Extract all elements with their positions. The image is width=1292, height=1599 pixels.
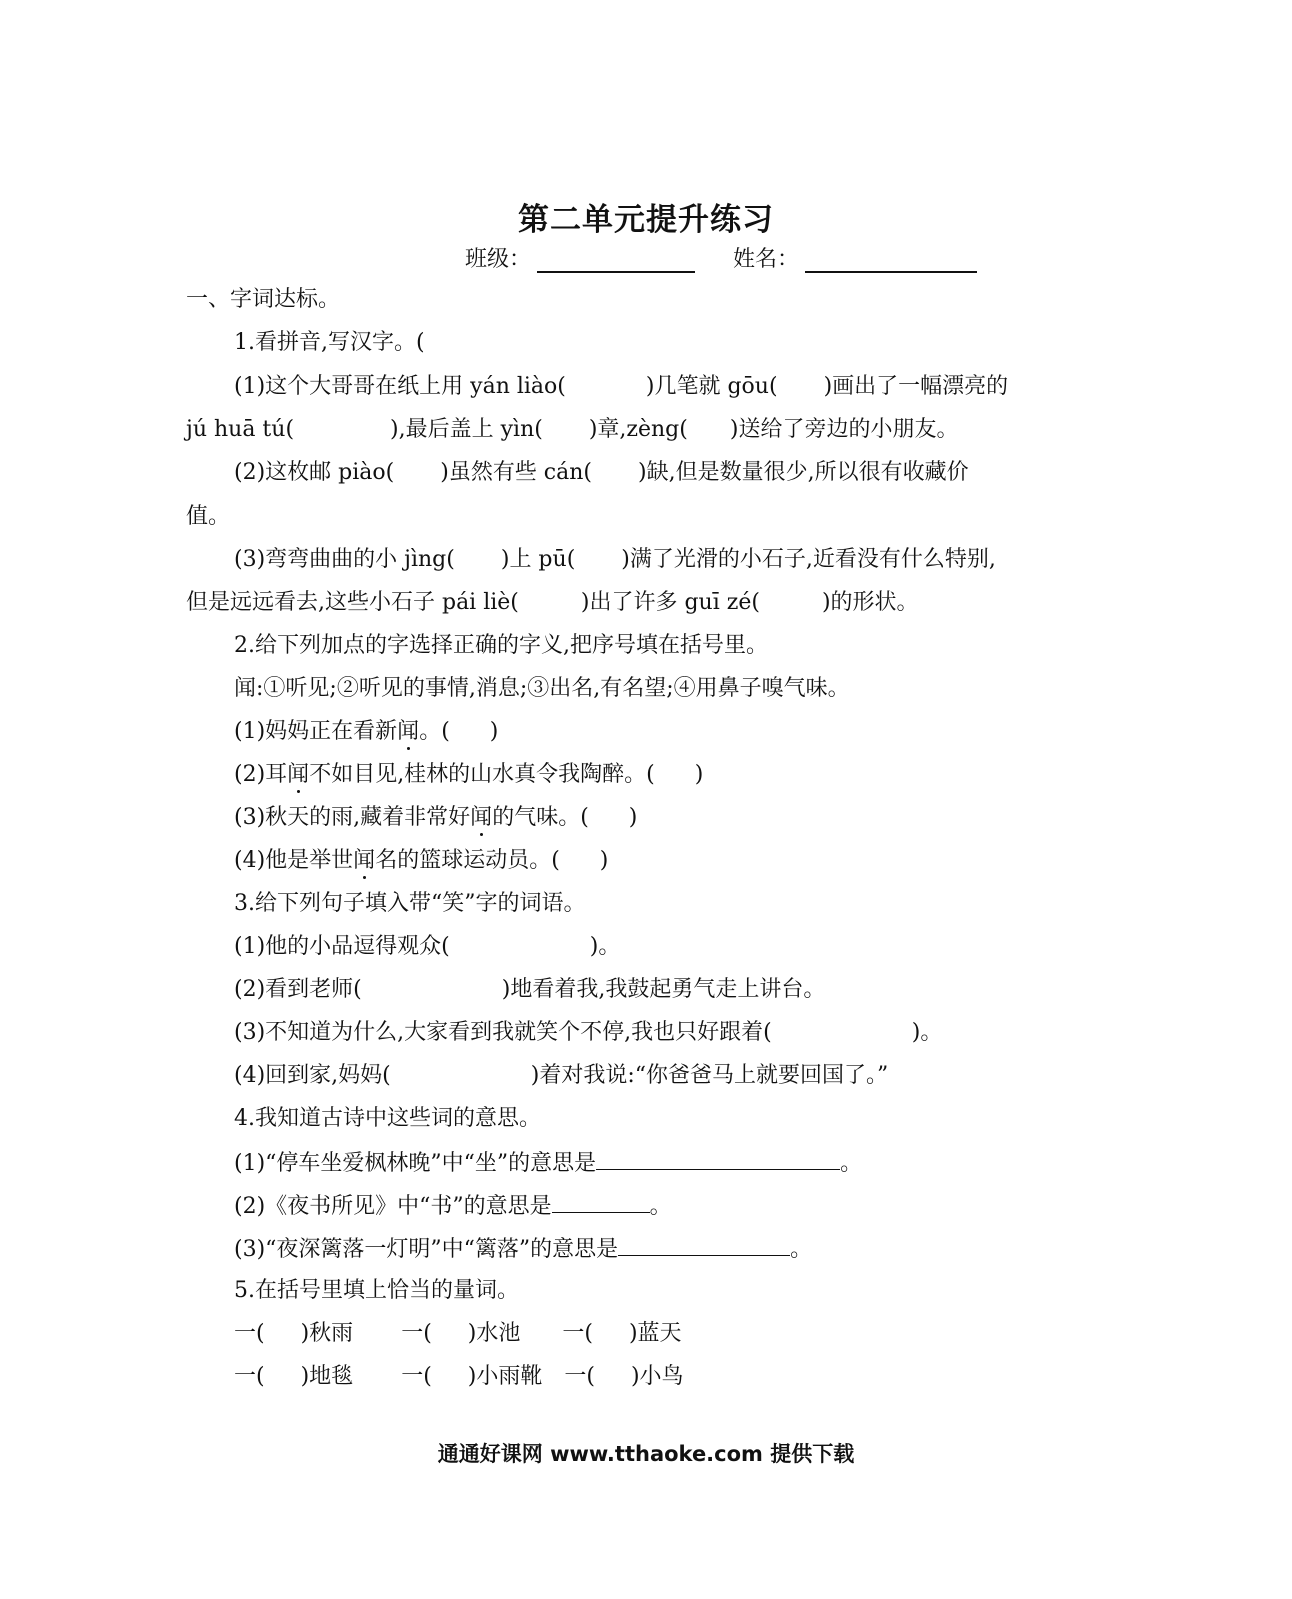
dotted-character: 闻: [353, 848, 376, 873]
q1-sentence-2a: (2)这枚邮 piào( )虽然有些 cán( )缺,但是数量很少,所以很有收藏价: [234, 460, 969, 485]
class-blank[interactable]: [537, 245, 695, 273]
q2-title: 2.给下列加点的字选择正确的字义,把序号填在括号里。: [234, 633, 768, 658]
q3-item-1: (1)他的小品逗得观众( )。: [234, 934, 621, 959]
q2-item-3: (3)秋天的雨,藏着非常好闻的气味。( ): [234, 805, 638, 830]
q3-item-2: (2)看到老师( )地看着我,我鼓起勇气走上讲台。: [234, 977, 826, 1002]
q5-row-2: 一( )地毯 一( )小雨靴 一( )小鸟: [234, 1364, 684, 1389]
answer-blank[interactable]: [618, 1233, 790, 1256]
q4-item-3: (3)“夜深篱落一灯明”中“篱落”的意思是 。: [234, 1233, 812, 1265]
q5-title: 5.在括号里填上恰当的量词。: [234, 1278, 519, 1303]
q2-definition: 闻:①听见;②听见的事情,消息;③出名,有名望;④用鼻子嗅气味。: [234, 676, 850, 701]
page-title: 第二单元提升练习: [518, 202, 774, 238]
class-label: 班级：: [465, 247, 532, 272]
footer-source: 通通好课网 www.tthaoke.com 提供下载: [437, 1442, 855, 1466]
q1-sentence-3b: 但是远远看去,这些小石子 pái liè( )出了许多 guī zé( )的形状。: [186, 590, 919, 615]
section-heading: 一、字词达标。: [186, 287, 341, 312]
q4-title: 4.我知道古诗中这些词的意思。: [234, 1106, 541, 1131]
dotted-character: 闻: [397, 719, 420, 744]
answer-blank[interactable]: [596, 1147, 840, 1170]
q1-sentence-1a: (1)这个大哥哥在纸上用 yán liào( )几笔就 gōu( )画出了一幅漂亮的: [234, 374, 1009, 399]
dotted-character: 闻: [287, 762, 310, 787]
q1-sentence-2b: 值。: [186, 504, 231, 529]
q2-item-1: (1)妈妈正在看新闻。( ): [234, 719, 499, 744]
q3-item-3: (3)不知道为什么,大家看到我就笑个不停,我也只好跟着( )。: [234, 1020, 943, 1045]
q5-row-1: 一( )秋雨 一( )水池 一( )蓝天: [234, 1321, 682, 1346]
student-info: [465, 242, 977, 273]
q3-item-4: (4)回到家,妈妈( )着对我说:“你爸爸马上就要回国了。”: [234, 1063, 889, 1088]
q1-sentence-3a: (3)弯弯曲曲的小 jìng( )上 pū( )满了光滑的小石子,近看没有什么特别,: [234, 547, 996, 572]
q1-title: 1.看拼音,写汉字。(: [234, 330, 425, 355]
q3-title: 3.给下列句子填入带“笑”字的词语。: [234, 891, 586, 916]
q4-item-1: (1)“停车坐爱枫林晚”中“坐”的意思是 。: [234, 1147, 862, 1179]
q2-item-4: (4)他是举世闻名的篮球运动员。( ): [234, 848, 609, 873]
q4-item-2: (2)《夜书所见》中“书”的意思是 。: [234, 1190, 672, 1222]
q2-item-2: (2)耳闻不如目见,桂林的山水真令我陶醉。( ): [234, 762, 704, 787]
q1-sentence-1b: jú huā tú( ),最后盖上 yìn( )章,zèng( )送给了旁边的小朋友。: [186, 417, 959, 442]
dotted-character: 闻: [470, 805, 493, 830]
name-blank[interactable]: [805, 245, 977, 273]
name-label: 姓名：: [733, 247, 800, 272]
answer-blank[interactable]: [552, 1190, 650, 1213]
